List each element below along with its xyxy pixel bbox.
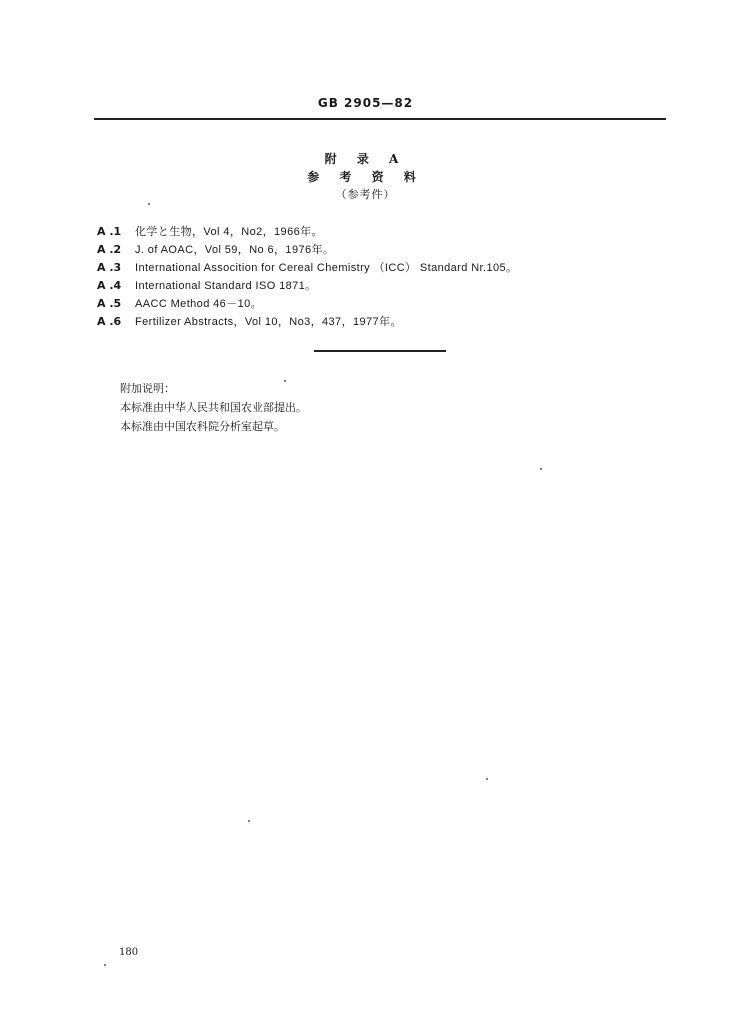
reference-item bbox=[97, 294, 677, 312]
scan-speck bbox=[148, 203, 150, 205]
appendix-title: 附 录 A bbox=[324, 152, 407, 166]
reference-item bbox=[97, 222, 677, 240]
header-divider bbox=[94, 118, 666, 120]
reference-item bbox=[97, 312, 677, 330]
scan-speck bbox=[540, 468, 542, 470]
appendix-subtitle: 参 考 资 料 bbox=[307, 170, 424, 184]
reference-code: A .6 bbox=[97, 314, 122, 328]
scan-speck bbox=[248, 820, 250, 822]
scan-speck bbox=[284, 380, 286, 382]
reference-item bbox=[97, 276, 677, 294]
reference-item bbox=[97, 258, 677, 276]
scan-speck bbox=[104, 964, 106, 966]
reference-text: AACC Method 46－10。 bbox=[135, 298, 263, 310]
reference-text: J. of AOAC，Vol 59，No 6，1976年。 bbox=[135, 244, 335, 256]
reference-item bbox=[97, 240, 677, 258]
reference-text: International Standard ISO 1871。 bbox=[135, 280, 317, 292]
note-line: 本标准由中国农科院分析室起草。 bbox=[120, 420, 285, 433]
reference-code: A .4 bbox=[97, 278, 122, 292]
additional-notes bbox=[120, 379, 307, 436]
note-line: 本标准由中华人民共和国农业部提出。 bbox=[120, 401, 307, 414]
reference-code: A .2 bbox=[97, 242, 122, 256]
reference-text: Fertilizer Abstracts，Vol 10，No3，437，1977年。 bbox=[135, 316, 402, 328]
reference-code: A .5 bbox=[97, 296, 122, 310]
section-divider bbox=[314, 350, 446, 352]
appendix-type-note: （参考件） bbox=[335, 188, 396, 201]
reference-code: A .3 bbox=[97, 260, 122, 274]
page-number: 180 bbox=[119, 947, 139, 958]
reference-text: 化学と生物，Vol 4，No2，1966年。 bbox=[135, 226, 323, 238]
reference-code: A .1 bbox=[97, 224, 122, 238]
notes-heading: 附加说明： bbox=[120, 382, 175, 395]
standard-code-header: GB 2905—82 bbox=[317, 96, 414, 110]
scan-speck bbox=[486, 778, 488, 780]
reference-list bbox=[97, 222, 677, 330]
reference-text: International Assocition for Cereal Chemistry （ICC） Standard Nr.105。 bbox=[135, 262, 518, 274]
